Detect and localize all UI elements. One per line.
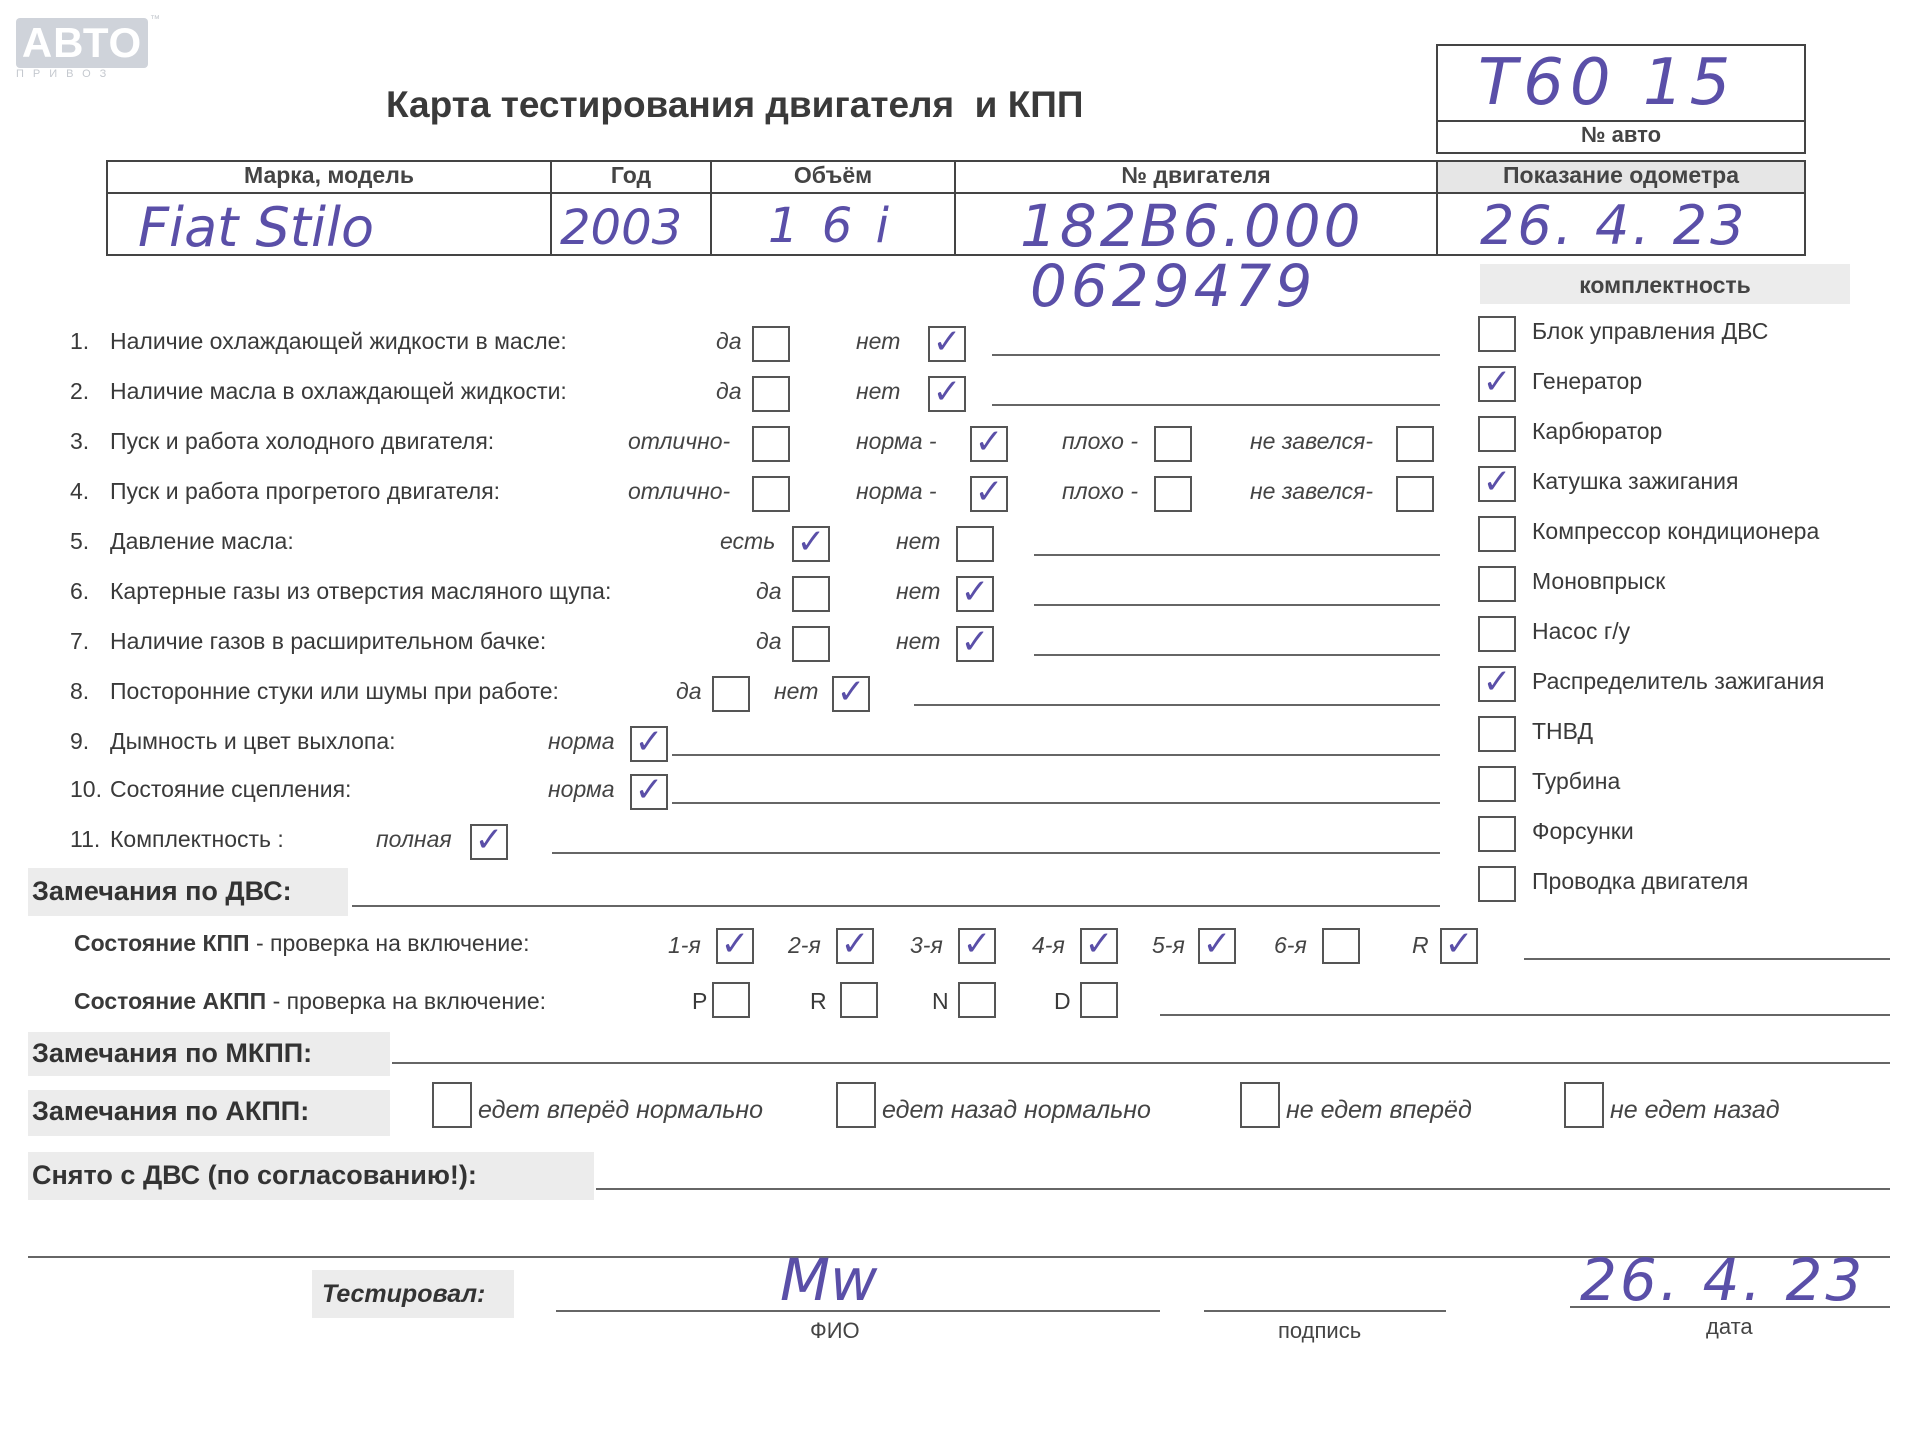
- akpp-mode-checkbox[interactable]: [840, 982, 878, 1018]
- akpp-remark-checkbox[interactable]: [1240, 1082, 1280, 1128]
- option-label: да: [676, 678, 702, 704]
- answer-line[interactable]: [1034, 554, 1440, 556]
- option-label: да: [716, 328, 742, 354]
- option-label: не завелся-: [1250, 428, 1374, 454]
- option-label: да: [756, 628, 782, 654]
- option-label: нет: [856, 378, 901, 404]
- tested-date-value: 26. 4. 23: [1580, 1246, 1866, 1314]
- akpp-mode-label: D: [1054, 988, 1071, 1014]
- akpp-remark-label: едет вперёд нормально: [478, 1096, 764, 1124]
- option-checkbox[interactable]: [1396, 426, 1434, 462]
- vehicle-header-table: [106, 160, 1806, 260]
- trademark-mark: ™: [150, 14, 160, 25]
- remarks-akpp-label: Замечания по АКПП:: [32, 1096, 310, 1126]
- gear-checkbox-mark: ✓: [1202, 924, 1232, 964]
- question-number: 11.: [70, 826, 101, 852]
- question-text: Давление масла:: [110, 528, 294, 554]
- akpp-remark-checkbox[interactable]: [432, 1082, 472, 1128]
- odometer-value: 26. 4. 23: [1480, 194, 1748, 257]
- gear-checkbox[interactable]: [1322, 928, 1360, 964]
- option-label: да: [756, 578, 782, 604]
- gear-label: 3-я: [910, 932, 943, 958]
- answer-line[interactable]: [1034, 654, 1440, 656]
- option-label: нет: [774, 678, 819, 704]
- question-number: 3.: [70, 428, 90, 454]
- car-number-label: № авто: [1580, 122, 1662, 147]
- gear-label: 6-я: [1274, 932, 1307, 958]
- option-label: норма -: [856, 478, 937, 504]
- remarks-engine-line[interactable]: [352, 905, 1440, 907]
- answer-line[interactable]: [914, 704, 1440, 706]
- option-checkbox[interactable]: [752, 376, 790, 412]
- question-text: Посторонние стуки или шумы при работе:: [110, 678, 559, 704]
- kit-checkbox[interactable]: [1478, 766, 1516, 802]
- kit-checkbox-mark: ✓: [1482, 362, 1512, 402]
- akpp-mode-label: P: [692, 988, 708, 1014]
- option-label: нет: [896, 628, 941, 654]
- gear-checkbox-mark: ✓: [840, 924, 870, 964]
- option-checkbox[interactable]: [1154, 426, 1192, 462]
- kit-checkbox[interactable]: [1478, 516, 1516, 552]
- option-checkbox[interactable]: [1154, 476, 1192, 512]
- model-value: Fiat Stilo: [138, 196, 374, 259]
- kit-checkbox[interactable]: [1478, 566, 1516, 602]
- option-label: отлично-: [628, 478, 731, 504]
- akpp-label-bold: Состояние АКПП: [74, 988, 267, 1014]
- kit-item-label: Проводка двигателя: [1532, 868, 1749, 894]
- year-label: Год: [610, 162, 652, 188]
- answer-line[interactable]: [992, 404, 1440, 406]
- question-text: Пуск и работа прогретого двигателя:: [110, 478, 501, 504]
- option-checkbox[interactable]: [792, 626, 830, 662]
- question-text: Дымность и цвет выхлопа:: [110, 728, 396, 754]
- akpp-label-rest: - проверка на включение:: [266, 988, 547, 1014]
- kpp-label: [74, 930, 529, 957]
- gear-checkbox-mark: ✓: [1444, 924, 1474, 964]
- question-number: 4.: [70, 478, 90, 504]
- akpp-mode-checkbox[interactable]: [712, 982, 750, 1018]
- car-number-value: T60 15: [1478, 46, 1737, 120]
- answer-line[interactable]: [672, 802, 1440, 804]
- car-number-box: [1436, 44, 1806, 154]
- kit-checkbox-mark: ✓: [1482, 462, 1512, 502]
- question-number: 2.: [70, 378, 90, 404]
- akpp-remark-label: не едет вперёд: [1286, 1096, 1472, 1124]
- option-label: да: [716, 378, 742, 404]
- akpp-remark-checkbox[interactable]: [1564, 1082, 1604, 1128]
- question-number: 8.: [70, 678, 90, 704]
- option-checkbox-mark: ✓: [960, 572, 990, 612]
- kpp-label-rest: - проверка на включение:: [249, 930, 530, 956]
- akpp-label: [74, 988, 546, 1015]
- fio-caption: ФИО: [810, 1318, 860, 1343]
- question-number: 5.: [70, 528, 90, 554]
- answer-line[interactable]: [1034, 604, 1440, 606]
- question-number: 1.: [70, 328, 90, 354]
- question-text: Комплектность :: [110, 826, 284, 852]
- kit-checkbox[interactable]: [1478, 616, 1516, 652]
- option-label: не завелся-: [1250, 478, 1374, 504]
- question-number: 6.: [70, 578, 90, 604]
- kit-item-label: Моновпрыск: [1532, 568, 1666, 594]
- akpp-mode-checkbox[interactable]: [1080, 982, 1118, 1018]
- kit-title: комплектность: [1579, 272, 1751, 298]
- akpp-line[interactable]: [1160, 1014, 1890, 1016]
- logo-text: АВТО: [21, 19, 143, 66]
- kit-item-label: Карбюратор: [1532, 418, 1663, 444]
- answer-line[interactable]: [992, 354, 1440, 356]
- option-checkbox[interactable]: [752, 476, 790, 512]
- kpp-label-bold: Состояние КПП: [74, 930, 250, 956]
- option-checkbox-mark: ✓: [634, 722, 664, 762]
- remarks-engine-label: Замечания по ДВС:: [32, 876, 292, 906]
- kit-item-label: Насос г/у: [1532, 618, 1631, 644]
- removed-label: Снято с ДВС (по согласованию!):: [32, 1160, 477, 1190]
- kit-item-label: Катушка зажигания: [1532, 468, 1739, 494]
- gear-label: 1-я: [668, 932, 701, 958]
- option-checkbox-mark: ✓: [932, 322, 962, 362]
- akpp-mode-checkbox[interactable]: [958, 982, 996, 1018]
- kpp-line[interactable]: [1524, 958, 1890, 960]
- answer-line[interactable]: [672, 754, 1440, 756]
- kit-item-label: Турбина: [1532, 768, 1621, 794]
- kit-item-label: Распределитель зажигания: [1532, 668, 1825, 694]
- question-text: Наличие охлаждающей жидкости в масле:: [110, 328, 567, 354]
- akpp-remark-label: едет назад нормально: [882, 1096, 1151, 1124]
- option-label: нет: [896, 528, 941, 554]
- remarks-mkpp-line[interactable]: [392, 1062, 1890, 1064]
- engine-number-label: № двигателя: [1121, 162, 1271, 188]
- option-checkbox[interactable]: [1396, 476, 1434, 512]
- volume-label: Объём: [793, 162, 873, 188]
- kit-checkbox[interactable]: [1478, 316, 1516, 352]
- kit-checkbox[interactable]: [1478, 416, 1516, 452]
- gear-label: 4-я: [1032, 932, 1065, 958]
- question-text: Пуск и работа холодного двигателя:: [110, 428, 495, 454]
- option-label: норма: [548, 776, 615, 802]
- signature-caption: подпись: [1278, 1318, 1362, 1343]
- kit-checkbox-mark: ✓: [1482, 662, 1512, 702]
- logo-subtitle: ПРИВОЗ: [16, 68, 116, 80]
- option-checkbox[interactable]: [752, 426, 790, 462]
- option-label: плохо -: [1062, 428, 1138, 454]
- kit-item-label: Форсунки: [1532, 818, 1634, 844]
- gear-checkbox-mark: ✓: [962, 924, 992, 964]
- akpp-remark-label: не едет назад: [1610, 1096, 1780, 1124]
- volume-value: 1 6 i: [768, 198, 893, 254]
- kit-item-label: Компрессор кондиционера: [1532, 518, 1820, 544]
- option-checkbox-mark: ✓: [932, 372, 962, 412]
- option-label: отлично-: [628, 428, 731, 454]
- odometer-label: Показание одометра: [1503, 162, 1739, 188]
- year-value: 2003: [560, 200, 683, 256]
- question-text: Наличие газов в расширительном бачке:: [110, 628, 547, 654]
- option-label: норма -: [856, 428, 937, 454]
- option-label: плохо -: [1062, 478, 1138, 504]
- option-label: нет: [856, 328, 901, 354]
- option-checkbox-mark: ✓: [974, 422, 1004, 462]
- question-text: Картерные газы из отверстия масляного щупа:: [110, 578, 612, 604]
- akpp-mode-label: R: [810, 988, 827, 1014]
- option-checkbox-mark: ✓: [960, 622, 990, 662]
- remarks-mkpp-label: Замечания по МКПП:: [32, 1038, 313, 1068]
- question-text: Наличие масла в охлаждающей жидкости:: [110, 378, 567, 404]
- question-number: 7.: [70, 628, 90, 654]
- removed-line[interactable]: [596, 1188, 1890, 1190]
- akpp-mode-label: N: [932, 988, 949, 1014]
- option-label: нет: [896, 578, 941, 604]
- answer-line[interactable]: [552, 852, 1440, 854]
- question-number: 10.: [70, 776, 102, 802]
- signature-line[interactable]: [1204, 1310, 1446, 1312]
- gear-label: R: [1412, 932, 1429, 958]
- logo: [16, 18, 148, 68]
- tester-signature: Мw: [780, 1246, 878, 1314]
- option-label: полная: [376, 826, 452, 852]
- question-text: Состояние сцепления:: [110, 776, 352, 802]
- gear-checkbox-mark: ✓: [720, 924, 750, 964]
- kit-item-label: Блок управления ДВС: [1532, 318, 1769, 344]
- tested-label: Тестировал:: [322, 1280, 486, 1308]
- option-label: есть: [720, 528, 776, 554]
- gear-label: 5-я: [1152, 932, 1185, 958]
- option-checkbox[interactable]: [712, 676, 750, 712]
- akpp-remark-checkbox[interactable]: [836, 1082, 876, 1128]
- option-checkbox[interactable]: [792, 576, 830, 612]
- kit-checkbox[interactable]: [1478, 716, 1516, 752]
- model-label: Марка, модель: [244, 162, 414, 188]
- option-checkbox-mark: ✓: [474, 820, 504, 860]
- engine-number-value: 182B6.000: [1020, 192, 1364, 260]
- option-checkbox-mark: ✓: [836, 672, 866, 712]
- option-label: норма: [548, 728, 615, 754]
- kit-item-label: ТНВД: [1532, 718, 1594, 744]
- gear-checkbox-mark: ✓: [1084, 924, 1114, 964]
- question-number: 9.: [70, 728, 90, 754]
- kit-item-label: Генератор: [1532, 368, 1643, 394]
- gear-label: 2-я: [788, 932, 821, 958]
- option-checkbox[interactable]: [752, 326, 790, 362]
- option-checkbox[interactable]: [956, 526, 994, 562]
- option-checkbox-mark: ✓: [634, 770, 664, 810]
- date-caption: дата: [1706, 1314, 1753, 1339]
- option-checkbox-mark: ✓: [796, 522, 826, 562]
- kit-checkbox[interactable]: [1478, 816, 1516, 852]
- kit-checkbox[interactable]: [1478, 866, 1516, 902]
- option-checkbox-mark: ✓: [974, 472, 1004, 512]
- engine-number-value-2: 0629479: [1030, 252, 1317, 320]
- page-title: Карта тестирования двигателя и КПП: [386, 84, 1084, 125]
